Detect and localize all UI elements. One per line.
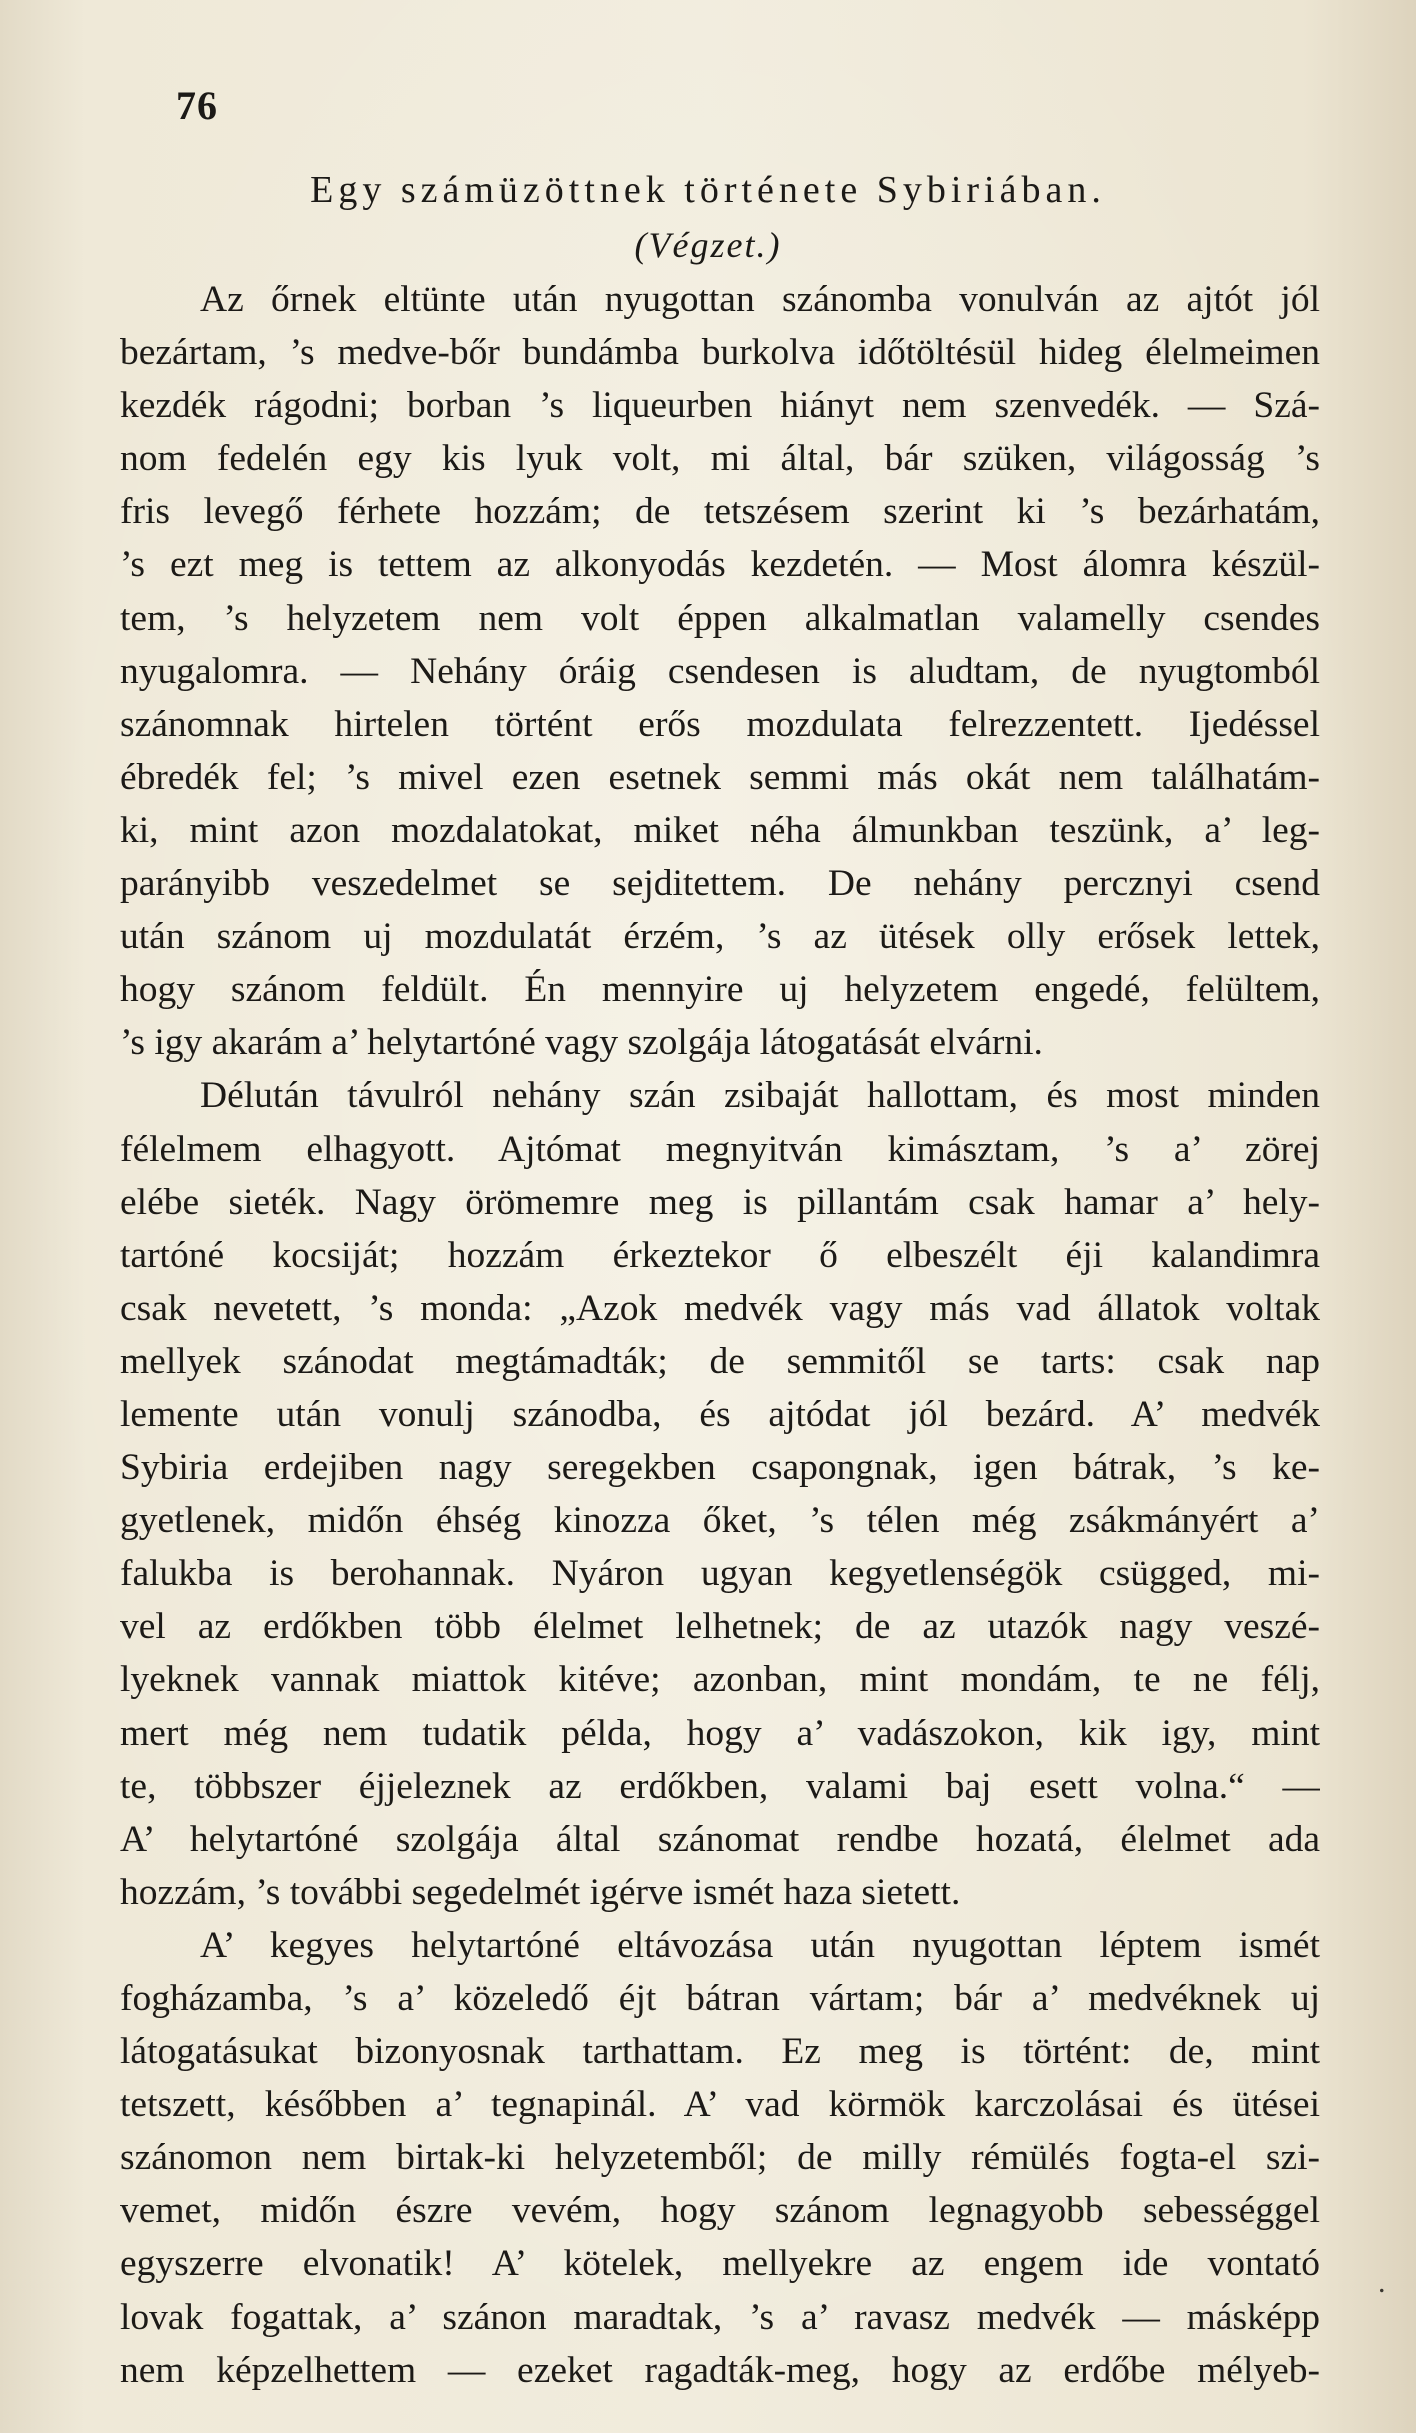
- text-line: lyeknek vannak miattok kitéve; azonban, mint mondám, te ne félj,: [120, 1659, 1320, 1701]
- text-line: A’ helytartóné szolgája által szánomat rendbe hozatá, élelmet ada: [120, 1818, 1320, 1860]
- text-line: szánomnak hirtelen történt erős mozdulata felrezzentett. Ijedéssel: [120, 703, 1320, 745]
- text-line: hogy szánom feldült. Én mennyire uj helyzetem engedé, felültem,: [120, 969, 1320, 1011]
- text-line: parányibb veszedelmet se sejditettem. De nehány percznyi csend: [120, 863, 1320, 905]
- text-line: falukba is berohannak. Nyáron ugyan kegyetlenségök csügged, mi-: [120, 1553, 1320, 1595]
- text-line: tem, ’s helyzetem nem volt éppen alkalmatlan valamelly csendes: [120, 597, 1320, 639]
- text-line: ki, mint azon mozdalatokat, miket néha álmunkban teszünk, a’ leg-: [120, 809, 1320, 851]
- text-line: mert még nem tudatik példa, hogy a’ vadászokon, kik igy, mint: [120, 1712, 1320, 1754]
- text-line: A’ kegyes helytartóné eltávozása után nyugottan léptem ismét: [200, 1924, 1320, 1966]
- text-line: Az őrnek eltünte után nyugottan szánomba vonulván az ajtót jól: [200, 279, 1320, 320]
- text-line: tartóné kocsiját; hozzám érkeztekor ő elbeszélt éji kalandimra: [120, 1234, 1320, 1276]
- text-line: ’s ezt meg is tettem az alkonyodás kezdetén. — Most álomra készül-: [120, 544, 1320, 586]
- body-text: [120, 273, 1320, 2397]
- text-line: lemente után vonulj szánodba, és ajtódat jól bezárd. A’ medvék: [120, 1393, 1320, 1435]
- text-line: lovak fogattak, a’ szánon maradtak, ’s a’ ravasz medvék — másképp: [120, 2296, 1320, 2338]
- text-line: félelmem elhagyott. Ajtómat megnyitván kimásztam, ’s a’ zörej: [120, 1128, 1320, 1170]
- text-line: csak nevetett, ’s monda: „Azok medvék vagy más vad állatok voltak: [120, 1287, 1320, 1329]
- margin-mark: .: [1378, 2266, 1386, 2299]
- page-number: 76: [176, 83, 218, 128]
- text-line: fogházamba, ’s a’ közeledő éjt bátran vártam; bár a’ medvéknek uj: [120, 1978, 1320, 2019]
- text-line: hozzám, ’s további segedelmét igérve ismét haza sietett.: [120, 1871, 961, 1913]
- text-line: elébe sieték. Nagy örömemre meg is pillantám csak hamar a’ hely-: [120, 1181, 1320, 1223]
- text-line: fris levegő férhete hozzám; de tetszésem szerint ki ’s bezárhatám,: [120, 491, 1320, 533]
- text-line: mellyek szánodat megtámadták; de semmitől se tarts: csak nap: [120, 1340, 1320, 1382]
- text-line: nem képzelhettem — ezeket ragadták-meg, hogy az erdőbe mélyeb-: [120, 2349, 1320, 2391]
- chapter-subtitle: (Végzet.): [634, 225, 782, 265]
- text-line: egyszerre elvonatik! A’ kötelek, mellyekre az engem ide vontató: [120, 2243, 1320, 2285]
- text-line: bezártam, ’s medve-bőr bundámba burkolva időtöltésül hideg élelmeimen: [120, 332, 1320, 374]
- running-title: Egy számüzöttnek története Sybiriában.: [310, 169, 1106, 211]
- text-line: vemet, midőn észre vevém, hogy szánom legnagyobb sebességgel: [120, 2190, 1320, 2232]
- text-line: Sybiria erdejiben nagy seregekben csapongnak, igen bátrak, ’s ke-: [120, 1447, 1320, 1489]
- text-line: kezdék rágodni; borban ’s liqueurben hiányt nem szenvedék. — Szá-: [120, 385, 1320, 427]
- text-line: látogatásukat bizonyosnak tarthattam. Ez meg is történt: de, mint: [120, 2031, 1320, 2073]
- text-line: után szánom uj mozdulatát érzém, ’s az ütések olly erősek lettek,: [120, 916, 1320, 958]
- text-line: ébredék fel; ’s mivel ezen esetnek semmi más okát nem találhatám-: [120, 756, 1320, 798]
- text-line: nom fedelén egy kis lyuk volt, mi által, bár szüken, világosság ’s: [120, 438, 1320, 480]
- text-line: nyugalomra. — Nehány óráig csendesen is aludtam, de nyugtomból: [120, 650, 1320, 692]
- text-line: szánomon nem birtak-ki helyzetemből; de milly rémülés fogta-el szi-: [120, 2137, 1320, 2179]
- text-line: vel az erdőkben több élelmet lelhetnek; de az utazók nagy veszé-: [120, 1606, 1320, 1648]
- text-line: Délután távulról nehány szán zsibaját hallottam, és most minden: [200, 1075, 1320, 1117]
- text-line: ’s igy akarám a’ helytartóné vagy szolgája látogatását elvárni.: [120, 1022, 1043, 1064]
- text-line: te, többszer éjjeleznek az erdőkben, valami baj esett volna.“ —: [120, 1765, 1320, 1807]
- text-line: tetszett, későbben a’ tegnapinál. A’ vad körmök karczolásai és ütései: [120, 2084, 1320, 2126]
- text-line: gyetlenek, midőn éhség kinozza őket, ’s télen még zsákmányért a’: [120, 1500, 1320, 1542]
